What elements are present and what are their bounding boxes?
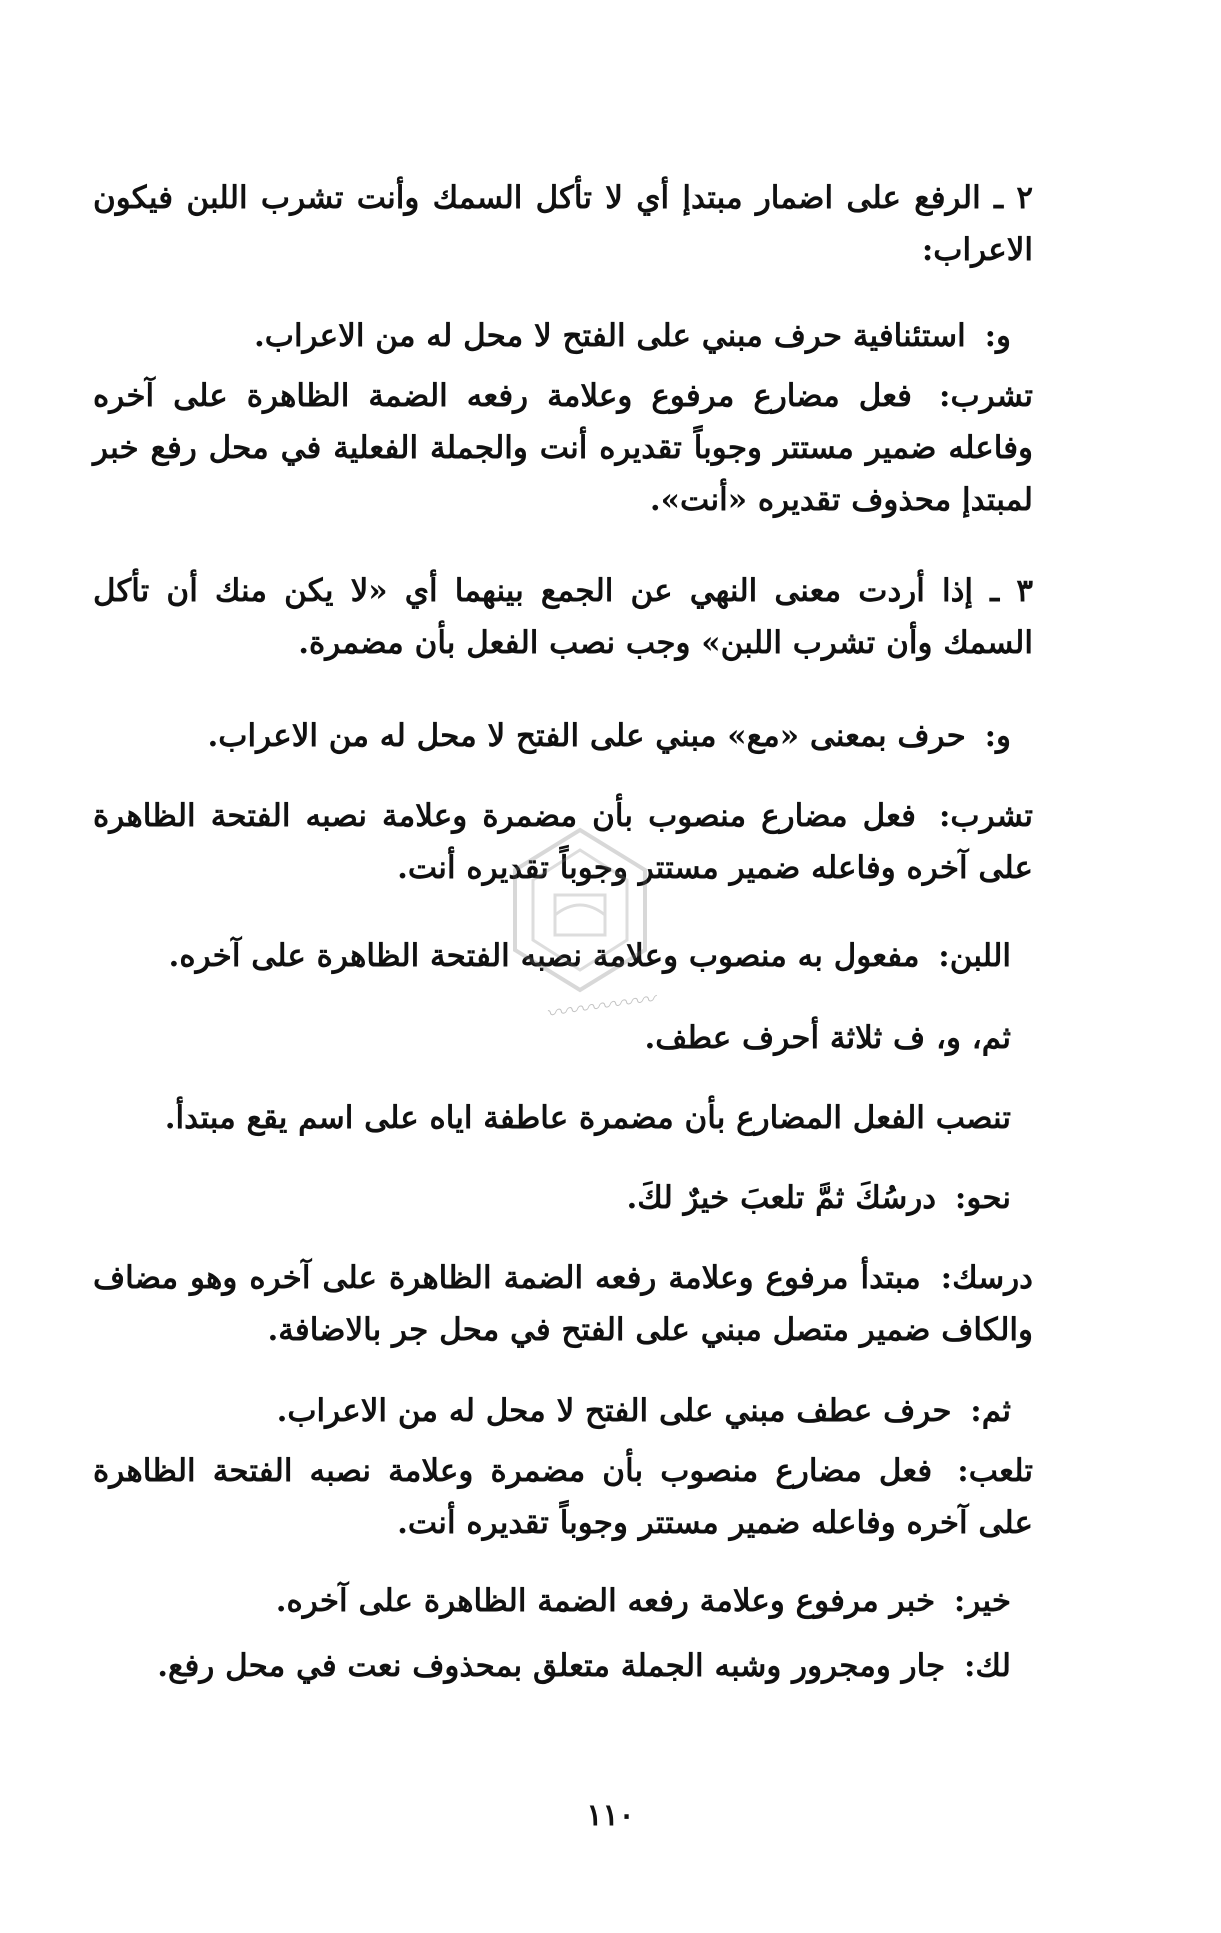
paragraph-13: [93, 1445, 1033, 1549]
paragraph-text: ٢ ـ الرفع على اضمار مبتدإ أي لا تأكل السمك وأنت تشرب اللبن فيكون الاعراب:: [93, 180, 1033, 268]
paragraph-text: حرف بمعنى «مع» مبني على الفتح لا محل له من الاعراب.: [207, 718, 966, 754]
paragraph-15: [93, 1640, 1011, 1692]
paragraph-term: و:: [984, 318, 1011, 354]
paragraph-term: نحو:: [954, 1180, 1011, 1216]
paragraph-text: مفعول به منصوب وعلامة نصبه الفتحة الظاهرة على آخره.: [168, 938, 920, 974]
paragraph-12: [93, 1385, 1011, 1437]
page-number: ١١٠: [586, 1798, 635, 1833]
paragraph-3: [93, 370, 1033, 526]
paragraph-text: استئنافية حرف مبني على الفتح لا محل له من الاعراب.: [253, 318, 966, 354]
paragraph-text: فعل مضارع منصوب بأن مضمرة وعلامة نصبه الفتحة الظاهرة على آخره وفاعله ضمير مستتر وجوباً تقديره أنت.: [93, 798, 1033, 886]
paragraph-1: [93, 172, 1033, 276]
paragraph-text: جار ومجرور وشبه الجملة متعلق بمحذوف نعت في محل رفع.: [157, 1648, 946, 1684]
paragraph-5: [93, 710, 1011, 762]
paragraph-term: و:: [984, 718, 1011, 754]
library-watermark-icon: [505, 825, 655, 995]
paragraph-text: ٣ ـ إذا أردت معنى النهي عن الجمع بينهما أي «لا يكن منك أن تأكل السمك وأن تشرب اللبن» وجب نصب الفعل بأن مضمرة.: [93, 573, 1033, 661]
paragraph-text: ثم، و، ف ثلاثة أحرف عطف.: [644, 1020, 1011, 1056]
paragraph-text: مبتدأ مرفوع وعلامة رفعه الضمة الظاهرة على آخره وهو مضاف والكاف ضمير متصل مبني على الفتح في محل جر بالاضافة.: [93, 1260, 1033, 1348]
paragraph-term: تلعب:: [957, 1453, 1033, 1489]
paragraph-4: [93, 565, 1033, 669]
paragraph-text: تنصب الفعل المضارع بأن مضمرة عاطفة اياه على اسم يقع مبتدأ.: [164, 1100, 1011, 1136]
paragraph-14: [93, 1575, 1011, 1627]
paragraph-text: حرف عطف مبني على الفتح لا محل له من الاعراب.: [276, 1393, 952, 1429]
paragraph-term: اللبن:: [938, 938, 1011, 974]
paragraph-term: خير:: [953, 1583, 1011, 1619]
paragraph-text: درسُكَ ثمَّ تلعبَ خيرٌ لكَ.: [626, 1180, 937, 1216]
paragraph-10: [93, 1172, 1011, 1224]
paragraph-2: [93, 310, 1011, 362]
paragraph-9: [93, 1092, 1011, 1144]
paragraph-11: [93, 1252, 1033, 1356]
paragraph-text: خبر مرفوع وعلامة رفعه الضمة الظاهرة على آخره.: [275, 1583, 936, 1619]
paragraph-term: ثم:: [970, 1393, 1011, 1429]
paragraph-text: فعل مضارع منصوب بأن مضمرة وعلامة نصبه الفتحة الظاهرة على آخره وفاعله ضمير مستتر وجوباً تقديره أنت.: [93, 1453, 1033, 1541]
paragraph-term: تشرب:: [938, 798, 1033, 834]
paragraph-term: تشرب:: [939, 378, 1034, 414]
paragraph-text: فعل مضارع مرفوع وعلامة رفعه الضمة الظاهرة على آخره وفاعله ضمير مستتر وجوباً تقديره أنت والجملة الفعلية في محل رفع خبر لمبتدإ محذوف تقديره «أنت».: [93, 378, 1033, 518]
paragraph-term: درسك:: [940, 1260, 1033, 1296]
watermark-signature-icon: 〰〰〰〰〰: [544, 987, 657, 1028]
paragraph-term: لك:: [963, 1648, 1011, 1684]
